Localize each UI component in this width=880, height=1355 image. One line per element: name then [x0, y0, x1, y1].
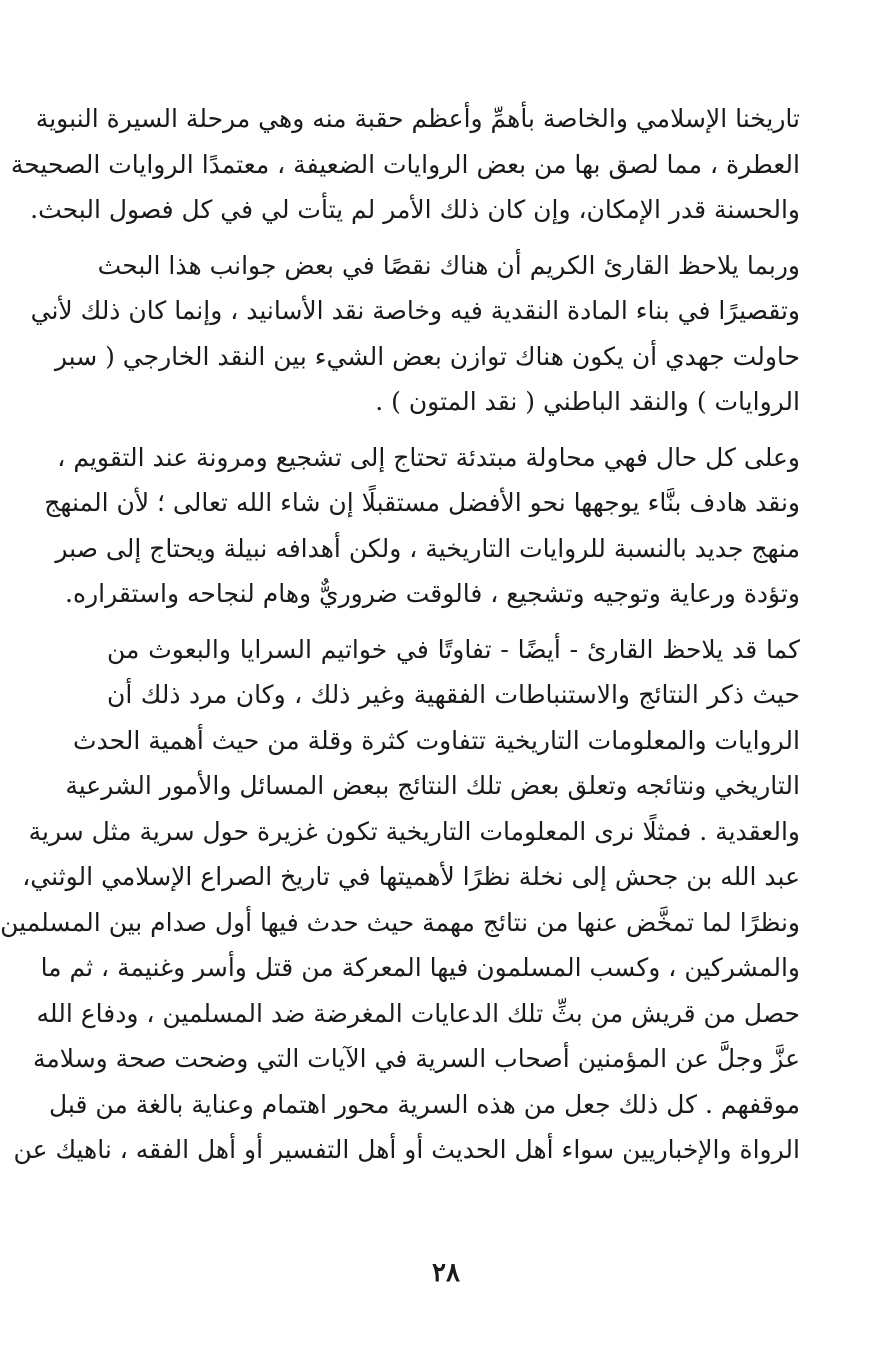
- text-line: وتؤدة ورعاية وتوجيه وتشجيع ، فالوقت ضروريٌّ وهام لنجاحه واستقراره.: [65, 579, 800, 608]
- text-line: والمشركين ، وكسب المسلمون فيها المعركة من قتل وأسر وغنيمة ، ثم ما: [40, 953, 800, 982]
- text-line: حاولت جهدي أن يكون هناك توازن بعض الشيء بين النقد الخارجي ( سبر: [54, 341, 800, 371]
- text-line: الروايات والمعلومات التاريخية تتفاوت كثرة وقلة من حيث أهمية الحدث: [72, 725, 800, 755]
- text-line: عبد الله بن جحش إلى نخلة نظرًا لأهميتها في تاريخ الصراع الإسلامي الوثني،: [22, 862, 800, 891]
- page-number: ٢٨: [432, 1258, 460, 1288]
- text-line: ونظرًا لما تمخَّض عنها من نتائج مهمة حيث حدث فيها أول صدام بين المسلمين: [0, 907, 800, 937]
- text-line: كما قد يلاحظ القارئ - أيضًا - تفاوتًا في خواتيم السرايا والبعوث من: [107, 634, 800, 664]
- paragraph-1: [10, 96, 800, 233]
- text-line: منهج جديد بالنسبة للروايات التاريخية ، ولكن أهدافه نبيلة ويحتاج إلى صبر: [55, 533, 800, 563]
- text-line: تاريخنا الإسلامي والخاصة بأهمِّ وأعظم حقبة منه وهي مرحلة السيرة النبوية: [35, 104, 800, 133]
- paragraph-4: [0, 627, 800, 1173]
- paragraph-2: [30, 243, 800, 425]
- text-line: عزَّ وجلَّ عن المؤمنين أصحاب السرية في الآيات التي وضحت صحة وسلامة: [33, 1044, 800, 1073]
- text-line: العطرة ، مما لصق بها من بعض الروايات الضعيفة ، معتمدًا الروايات الصحيحة: [10, 149, 800, 179]
- text-line: ونقد هادف بنَّاء يوجهها نحو الأفضل مستقبلًا إن شاء الله تعالى ؛ لأن المنهج: [44, 488, 800, 517]
- text-line: التاريخي ونتائجه وتعلق بعض تلك النتائج ببعض المسائل والأمور الشرعية: [65, 771, 800, 800]
- text-line: والعقدية . فمثلًا نرى المعلومات التاريخية تكون غزيرة حول سرية مثل سرية: [28, 816, 800, 846]
- text-line: والحسنة قدر الإمكان، وإن كان ذلك الأمر لم يتأت لي في كل فصول البحث.: [30, 195, 800, 224]
- text-line: وربما يلاحظ القارئ الكريم أن هناك نقصًا في بعض جوانب هذا البحث: [97, 250, 800, 280]
- text-line: حيث ذكر النتائج والاستنباطات الفقهية وغير ذلك ، وكان مرد ذلك أن: [107, 680, 800, 709]
- page-body: [0, 96, 800, 1183]
- text-line: وتقصيرًا في بناء المادة النقدية فيه وخاصة نقد الأسانيد ، وإنما كان ذلك لأني: [30, 296, 800, 325]
- text-line: الروايات ) والنقد الباطني ( نقد المتون ) .: [375, 387, 800, 416]
- text-line: وعلى كل حال فهي محاولة مبتدئة تحتاج إلى تشجيع ومرونة عند التقويم ،: [57, 442, 800, 472]
- paragraph-3: [44, 435, 800, 617]
- text-line: موقفهم . كل ذلك جعل من هذه السرية محور اهتمام وعناية بالغة من قبل: [48, 1089, 800, 1119]
- text-line: الرواة والإخباريين سواء أهل الحديث أو أهل التفسير أو أهل الفقه ، ناهيك عن: [13, 1135, 800, 1164]
- text-line: حصل من قريش من بثِّ تلك الدعايات المغرضة ضد المسلمين ، ودفاع الله: [36, 998, 800, 1028]
